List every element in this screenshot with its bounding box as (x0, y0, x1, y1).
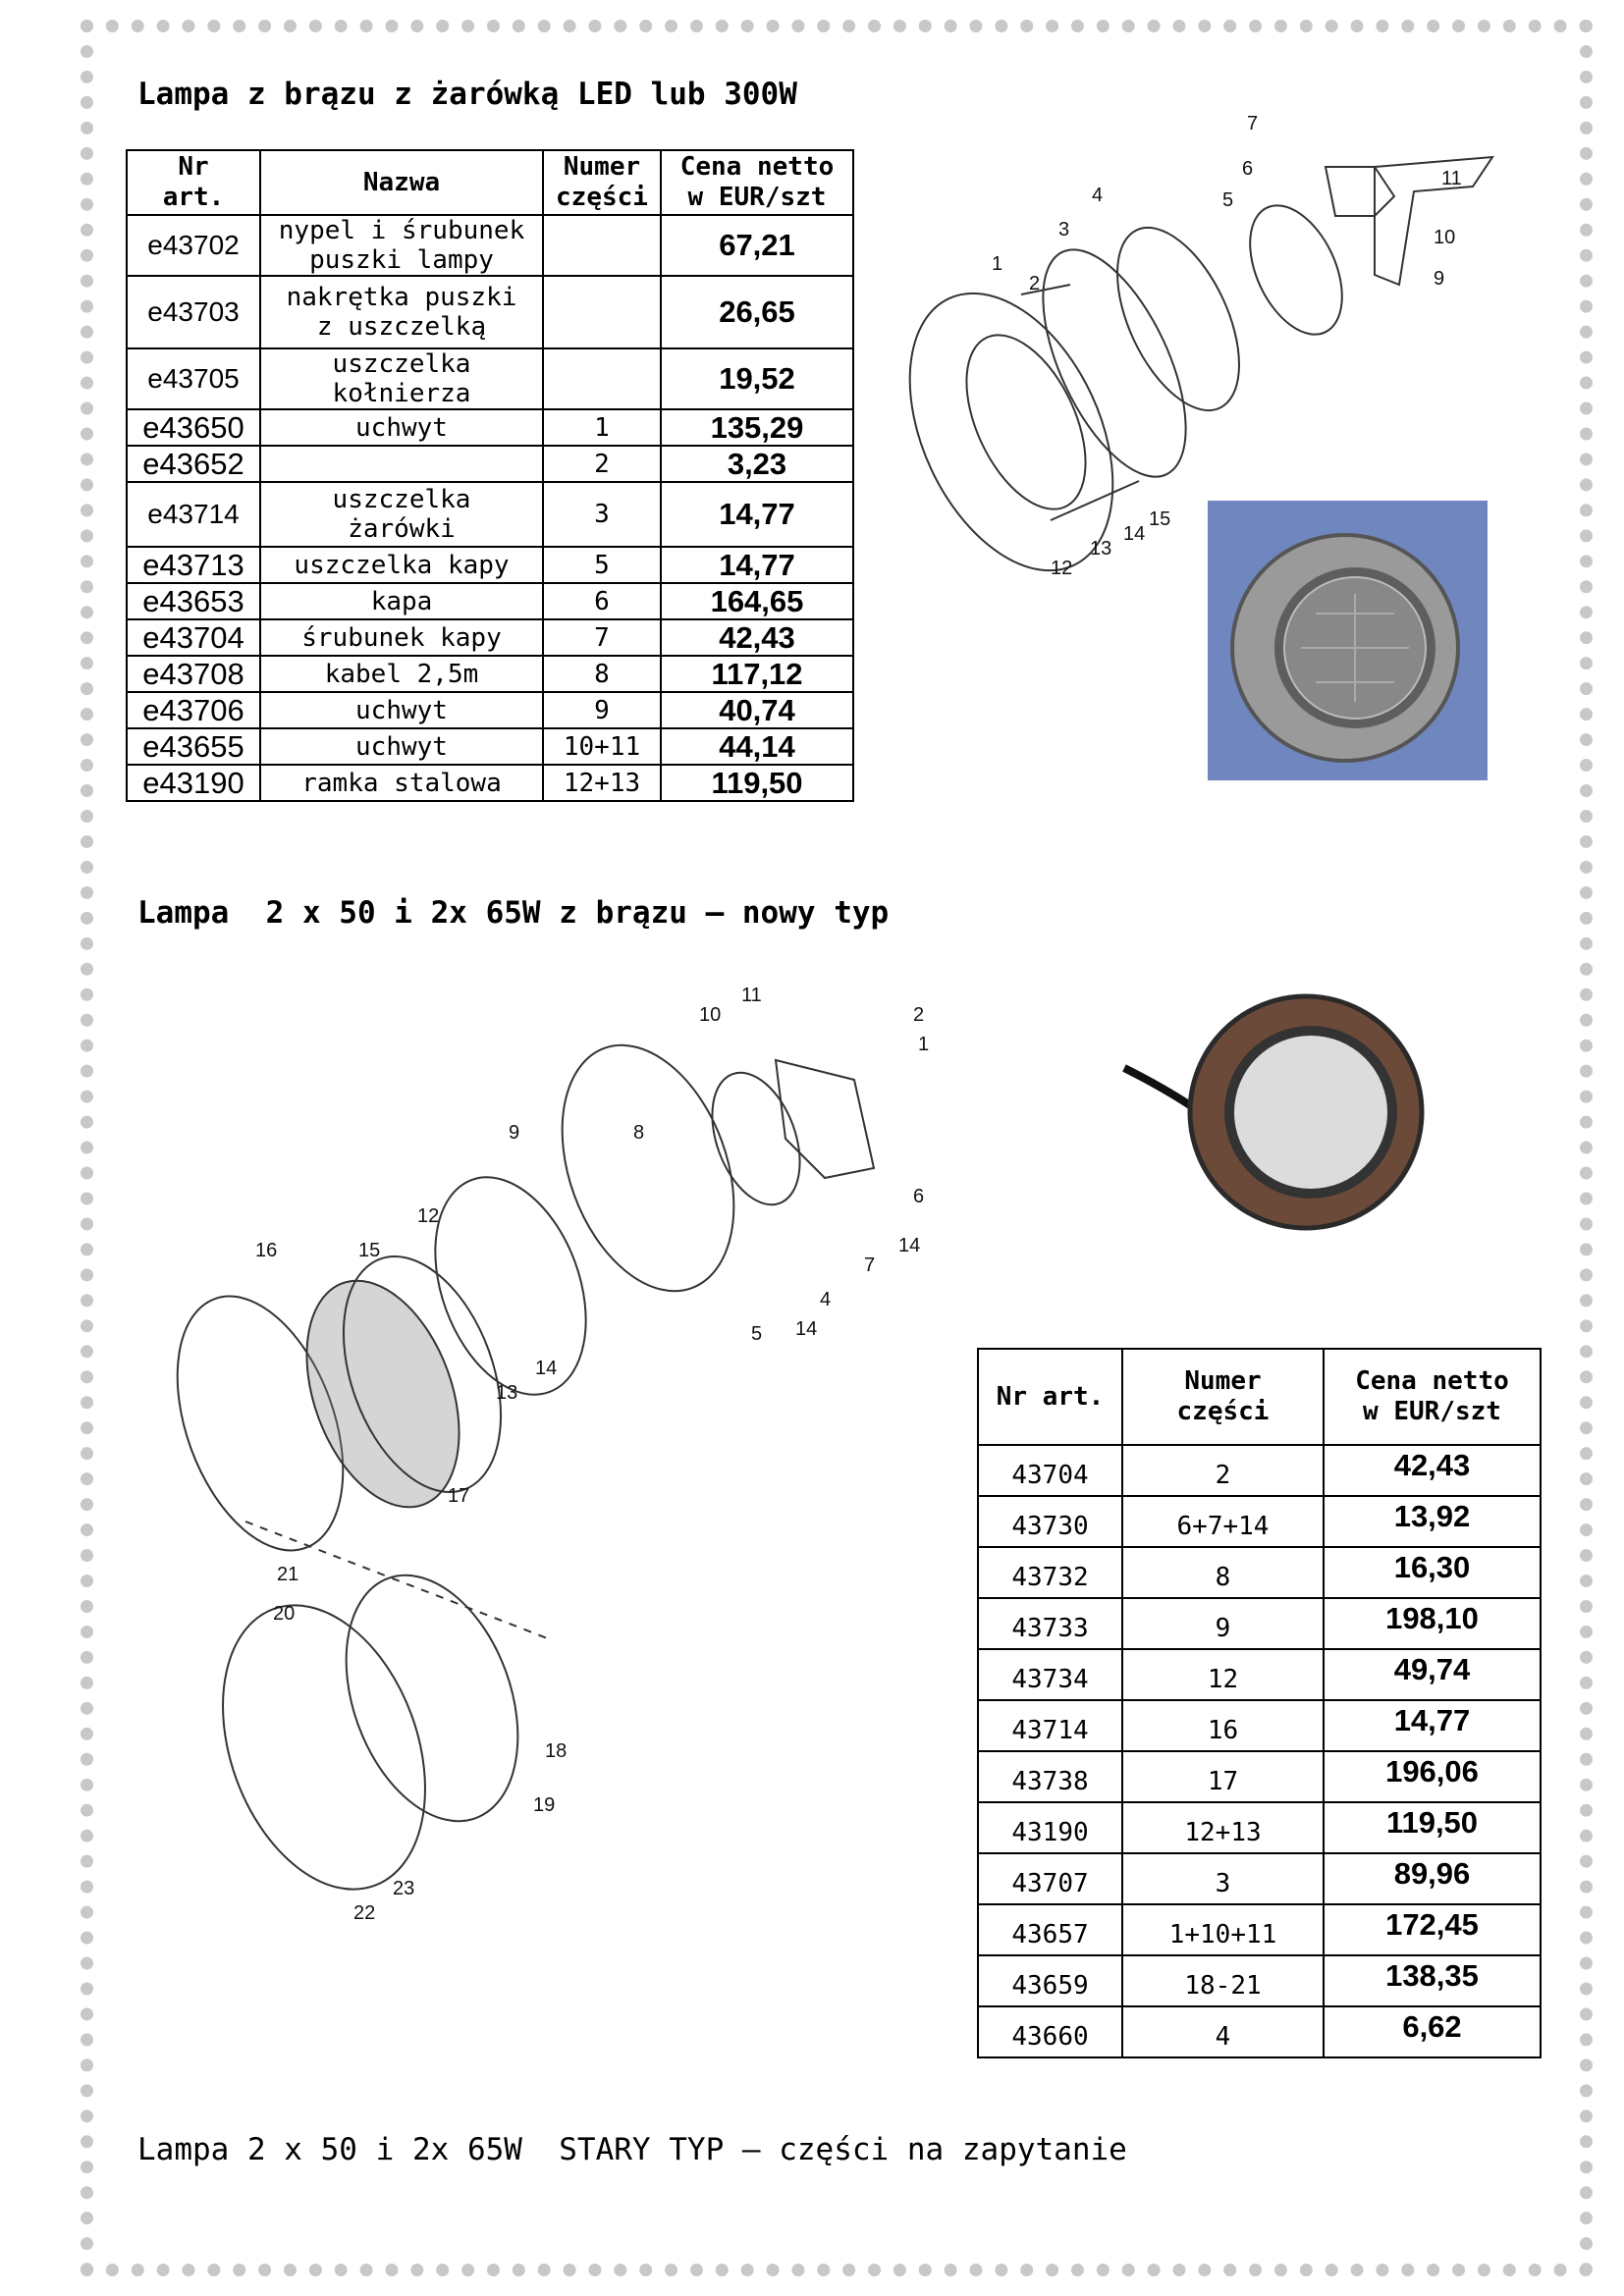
part-cell: 6+7+14 (1122, 1496, 1324, 1547)
price-cell: 16,30 (1324, 1547, 1541, 1598)
price-cell: 49,74 (1324, 1649, 1541, 1700)
svg-text:9: 9 (509, 1122, 520, 1144)
part-cell: 12 (1122, 1649, 1324, 1700)
svg-text:6: 6 (913, 1186, 925, 1207)
header-numer-czesci: Numer części (1122, 1349, 1324, 1445)
nr-cell: e43708 (127, 656, 260, 692)
name-cell: kabel 2,5m (260, 656, 543, 692)
table-row (978, 1751, 1541, 1802)
table-body (127, 215, 853, 801)
table-row (978, 1802, 1541, 1853)
part-cell: 17 (1122, 1751, 1324, 1802)
svg-text:14: 14 (795, 1318, 818, 1340)
diagram2-frame (314, 1551, 549, 1844)
name-cell: kapa (260, 583, 543, 619)
lamp-photo-1 (1208, 501, 1488, 780)
nr-cell: e43714 (127, 482, 260, 547)
lamp-photo-2 (1124, 970, 1458, 1264)
part-cell: 1+10+11 (1122, 1904, 1324, 1955)
svg-text:18: 18 (545, 1740, 568, 1762)
svg-text:2: 2 (913, 1004, 925, 1026)
part-cell: 9 (543, 692, 661, 728)
svg-text:23: 23 (393, 1878, 415, 1899)
part-cell: 4 (1122, 2006, 1324, 2057)
diagram2-ring (530, 1021, 765, 1314)
svg-text:15: 15 (1149, 508, 1171, 530)
header-cena: Cena netto w EUR/szt (661, 150, 853, 215)
part-cell: 1 (543, 409, 661, 446)
table-row (978, 2006, 1541, 2057)
nr-cell: 43660 (978, 2006, 1122, 2057)
nr-cell: e43713 (127, 547, 260, 583)
table-row (127, 656, 853, 692)
price-cell: 3,23 (661, 446, 853, 482)
svg-text:7: 7 (864, 1255, 876, 1276)
nr-cell: 43714 (978, 1700, 1122, 1751)
part-cell: 16 (1122, 1700, 1324, 1751)
svg-text:1: 1 (992, 253, 1003, 275)
name-cell: nakrętka puszki z uszczelką (260, 276, 543, 348)
part-cell: 2 (1122, 1445, 1324, 1496)
nr-cell: e43704 (127, 619, 260, 656)
nr-cell: e43703 (127, 276, 260, 348)
price-cell: 138,35 (1324, 1955, 1541, 2006)
nr-cell: e43190 (127, 765, 260, 801)
nr-cell: 43190 (978, 1802, 1122, 1853)
svg-text:6: 6 (1242, 158, 1254, 180)
price-cell: 164,65 (661, 583, 853, 619)
price-cell: 14,77 (661, 482, 853, 547)
table-row (978, 1547, 1541, 1598)
nr-cell: 43733 (978, 1598, 1122, 1649)
svg-text:3: 3 (1058, 219, 1070, 240)
table-header-row (127, 150, 853, 215)
price-cell: 119,50 (661, 765, 853, 801)
price-cell: 6,62 (1324, 2006, 1541, 2057)
part-cell: 12+13 (1122, 1802, 1324, 1853)
part-cell: 3 (1122, 1853, 1324, 1904)
price-cell: 119,50 (1324, 1802, 1541, 1853)
part-cell (543, 348, 661, 409)
nr-cell: 43659 (978, 1955, 1122, 2006)
svg-text:16: 16 (255, 1240, 278, 1261)
nr-cell: e43702 (127, 215, 260, 276)
svg-text:14: 14 (535, 1358, 558, 1379)
name-cell: uchwyt (260, 409, 543, 446)
table-row (127, 276, 853, 348)
nr-cell: e43706 (127, 692, 260, 728)
name-cell: nypel i śrubunek puszki lampy (260, 215, 543, 276)
svg-text:5: 5 (751, 1323, 763, 1345)
price-cell: 135,29 (661, 409, 853, 446)
nr-cell: e43652 (127, 446, 260, 482)
price-cell: 89,96 (1324, 1853, 1541, 1904)
part-cell (543, 215, 661, 276)
part-cell: 8 (543, 656, 661, 692)
name-cell: śrubunek kapy (260, 619, 543, 656)
nr-cell: 43657 (978, 1904, 1122, 1955)
table-row (127, 692, 853, 728)
part-cell (543, 276, 661, 348)
svg-text:15: 15 (358, 1240, 381, 1261)
svg-text:11: 11 (741, 985, 762, 1006)
price-cell: 42,43 (661, 619, 853, 656)
table-row (127, 446, 853, 482)
table-row (978, 1496, 1541, 1547)
name-cell: ramka stalowa (260, 765, 543, 801)
table-row (127, 348, 853, 409)
svg-text:13: 13 (496, 1382, 518, 1404)
table-row (127, 409, 853, 446)
name-cell: uchwyt (260, 728, 543, 765)
svg-text:2: 2 (1029, 273, 1041, 294)
header-nazwa: Nazwa (260, 150, 543, 215)
table-row (127, 482, 853, 547)
part-cell: 7 (543, 619, 661, 656)
name-cell: uchwyt (260, 692, 543, 728)
svg-text:10: 10 (1434, 227, 1456, 248)
nr-cell: e43655 (127, 728, 260, 765)
nr-cell: 43730 (978, 1496, 1122, 1547)
part-cell: 10+11 (543, 728, 661, 765)
svg-text:9: 9 (1434, 268, 1445, 290)
table-row (127, 728, 853, 765)
part-cell: 12+13 (543, 765, 661, 801)
nr-cell: e43650 (127, 409, 260, 446)
svg-text:4: 4 (820, 1289, 832, 1310)
name-cell (260, 446, 543, 482)
table-row (978, 1649, 1541, 1700)
section3-title: Lampa 2 x 50 i 2x 65W STARY TYP – części na zapytanie (137, 2132, 1127, 2167)
svg-text:7: 7 (1247, 113, 1259, 134)
price-cell: 198,10 (1324, 1598, 1541, 1649)
price-cell: 44,14 (661, 728, 853, 765)
svg-text:21: 21 (277, 1564, 299, 1585)
name-cell: uszczelka kapy (260, 547, 543, 583)
header-nr-art: Nr art. (978, 1349, 1122, 1445)
table-body (978, 1445, 1541, 2057)
price-cell: 172,45 (1324, 1904, 1541, 1955)
table-row (127, 765, 853, 801)
price-cell: 196,06 (1324, 1751, 1541, 1802)
diagram1-frame (1013, 229, 1215, 497)
table-row (978, 1445, 1541, 1496)
price-cell: 14,77 (1324, 1700, 1541, 1751)
table-row (127, 583, 853, 619)
svg-text:14: 14 (1123, 523, 1146, 545)
part-cell: 5 (543, 547, 661, 583)
svg-text:10: 10 (699, 1004, 722, 1026)
price-cell: 42,43 (1324, 1445, 1541, 1496)
price-cell: 26,65 (661, 276, 853, 348)
diagram1-housing (1231, 191, 1361, 349)
part-cell: 3 (543, 482, 661, 547)
table-header-row (978, 1349, 1541, 1445)
svg-text:8: 8 (633, 1122, 645, 1144)
exploded-view-diagram-2 (147, 972, 972, 1934)
price-cell: 67,21 (661, 215, 853, 276)
price-cell: 19,52 (661, 348, 853, 409)
svg-text:22: 22 (353, 1902, 376, 1924)
part-cell: 8 (1122, 1547, 1324, 1598)
price-cell: 40,74 (661, 692, 853, 728)
price-cell: 117,12 (661, 656, 853, 692)
svg-text:14: 14 (898, 1235, 921, 1256)
diagram1-lens-grid (1092, 209, 1264, 429)
part-cell: 18-21 (1122, 1955, 1324, 2006)
table-row (978, 1853, 1541, 1904)
table-row (127, 619, 853, 656)
price-cell: 13,92 (1324, 1496, 1541, 1547)
table-row (978, 1904, 1541, 1955)
svg-text:4: 4 (1092, 185, 1104, 206)
table-row (978, 1955, 1541, 2006)
table-row (978, 1700, 1541, 1751)
table-row (127, 547, 853, 583)
table-row (978, 1598, 1541, 1649)
svg-text:19: 19 (533, 1794, 556, 1816)
nr-cell: 43732 (978, 1547, 1122, 1598)
svg-text:11: 11 (1441, 168, 1462, 189)
price-cell: 14,77 (661, 547, 853, 583)
diagram1-bracket (1375, 157, 1492, 285)
part-cell: 2 (543, 446, 661, 482)
svg-text:5: 5 (1222, 189, 1234, 211)
part-cell: 6 (543, 583, 661, 619)
name-cell: uszczelka kołnierza (260, 348, 543, 409)
svg-text:20: 20 (273, 1603, 296, 1625)
header-cena: Cena netto w EUR/szt (1324, 1349, 1541, 1445)
nr-cell: 43704 (978, 1445, 1122, 1496)
svg-text:12: 12 (417, 1205, 440, 1227)
section1-title: Lampa z brązu z żarówką LED lub 300W (137, 77, 797, 112)
svg-text:17: 17 (448, 1485, 470, 1507)
name-cell: uszczelka żarówki (260, 482, 543, 547)
parts-table-2 (977, 1348, 1542, 2058)
nr-cell: 43738 (978, 1751, 1122, 1802)
diagram2-front-ring (186, 1577, 461, 1918)
nr-cell: 43734 (978, 1649, 1122, 1700)
parts-table-1 (126, 149, 854, 802)
nr-cell: e43653 (127, 583, 260, 619)
svg-text:1: 1 (918, 1034, 930, 1055)
nr-cell: e43705 (127, 348, 260, 409)
section2-title: Lampa 2 x 50 i 2x 65W z brązu – nowy typ (137, 895, 890, 931)
table-row (127, 215, 853, 276)
part-cell: 9 (1122, 1598, 1324, 1649)
nr-cell: 43707 (978, 1853, 1122, 1904)
header-nr-art: Nr art. (127, 150, 260, 215)
header-numer-czesci: Numer części (543, 150, 661, 215)
svg-text:12: 12 (1051, 558, 1073, 579)
svg-text:13: 13 (1090, 538, 1112, 560)
